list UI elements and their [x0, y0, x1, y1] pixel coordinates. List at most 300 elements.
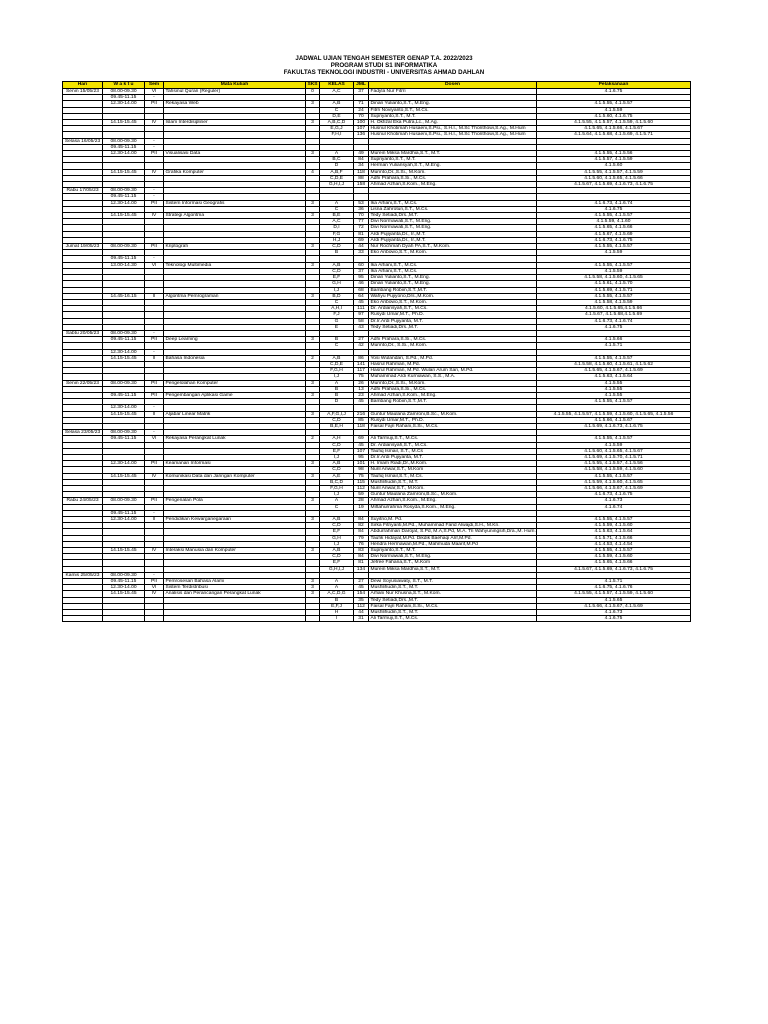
- kelas-cell: C: [320, 299, 354, 305]
- waktu-cell: 14.15-15.45: [103, 548, 145, 554]
- jml-cell: 81: [354, 231, 369, 237]
- pelaksanaan-cell: 4.1.6.73, 4.1.6.74: [537, 200, 691, 206]
- jml-cell: 69: [354, 237, 369, 243]
- header-sem: Sem: [145, 82, 164, 89]
- dosen-cell: Guntur Maulana Zamroni,B.Sc., M.Kom.: [369, 411, 537, 417]
- pelaksanaan-cell: 4.1.6.73: [537, 498, 691, 504]
- kelas-cell: A,B: [320, 548, 354, 554]
- kelas-cell: A: [320, 498, 354, 504]
- jml-cell: 83: [354, 548, 369, 554]
- pelaksanaan-cell: 4.1.6.73: [537, 610, 691, 616]
- jml-cell: 95: [354, 275, 369, 281]
- jml-cell: 136: [354, 132, 369, 138]
- waktu-cell: 08.00-09.30: [103, 89, 145, 95]
- jml-cell: 216: [354, 411, 369, 417]
- pelaksanaan-cell: 4.1.5.63, 4.1.5.64: [537, 374, 691, 380]
- jml-cell: 24: [354, 107, 369, 113]
- kelas-cell: A: [320, 380, 354, 386]
- dosen-cell: Mushlihudin,S.T., M.T.: [369, 479, 537, 485]
- dosen-cell: Taufiq Ismail, S.T., M.Cs: [369, 448, 537, 454]
- table-row: [63, 244, 691, 250]
- pelaksanaan-cell: 4.1.5.55, 4.1.5.57: [537, 213, 691, 219]
- sks-cell: [306, 616, 320, 622]
- kelas-cell: C: [320, 343, 354, 349]
- dosen-cell: Mushlihudin,S.T., M.T.: [369, 585, 537, 591]
- jml-cell: 37: [354, 89, 369, 95]
- jml-cell: 44: [354, 244, 369, 250]
- kelas-cell: E,F: [320, 448, 354, 454]
- sem-cell: PII: [145, 101, 164, 107]
- pelaksanaan-cell: 4.1.5.55: [537, 392, 691, 398]
- waktu-cell: 08.00-09.30: [103, 498, 145, 504]
- pelaksanaan-cell: 4.1.5.69, 4.1.6.73, 4.1.6.75: [537, 423, 691, 429]
- title-line-3: FAKULTAS TEKNOLOGI INDUSTRI - UNIVERSITAS AHMAD DAHLAN: [283, 69, 485, 77]
- pelaksanaan-cell: 4.1.6.73, 4.1.6.75: [537, 237, 691, 243]
- kelas-cell: C: [320, 504, 354, 510]
- pelaksanaan-cell: 4.1.5.59: [537, 268, 691, 274]
- sks-cell: 3: [306, 200, 320, 206]
- dosen-cell: Faisal Fajri Rahani,S.Si., M.Cs.: [369, 423, 537, 429]
- dosen-cell: Nur Rochmah Dyah PA,S.T., M.Kom.: [369, 244, 537, 250]
- sem-cell: PII: [145, 461, 164, 467]
- jml-cell: 75: [354, 374, 369, 380]
- sem-cell: IV: [145, 591, 164, 597]
- pelaksanaan-cell: 4.1.5.60, 4.1.5.65, 4.1.5.67: [537, 448, 691, 454]
- kelas-cell: C,D: [320, 244, 354, 250]
- pelaksanaan-cell: 4.1.5.60: [537, 163, 691, 169]
- kelas-cell: F,G: [320, 231, 354, 237]
- jml-cell: 68: [354, 287, 369, 293]
- dosen-cell: Hasrul Rahman, M.Pd.: [369, 361, 537, 367]
- kelas-cell: A,H,I: [320, 306, 354, 312]
- pelaksanaan-cell: 4.1.5.55, 4.1.5.57: [537, 101, 691, 107]
- pelaksanaan-cell: 4.1.6.75: [537, 616, 691, 622]
- pelaksanaan-cell: 4.1.5.58, 4.1.5.60, 4.1.5.61, 4.1.5.62: [537, 361, 691, 367]
- pelaksanaan-cell: 4.1.5.55, 4.1.5.57: [537, 355, 691, 361]
- waktu-cell: 14.15-15.45: [103, 473, 145, 479]
- waktu-cell: 12.30-14.00: [103, 405, 145, 411]
- jml-cell: 141: [354, 361, 369, 367]
- sks-cell: 3: [306, 411, 320, 417]
- header-dosen: Dosen: [369, 82, 537, 89]
- mata-kuliah-cell: Aljabar Linear Matrik: [164, 411, 306, 417]
- kelas-cell: G,H: [320, 281, 354, 287]
- kelas-cell: A,B,C,D: [320, 120, 354, 126]
- dosen-cell: Dr. Ardiansyah,S.T., M.Cs.: [369, 306, 537, 312]
- kelas-cell: I,J: [320, 374, 354, 380]
- dosen-cell: Herman Yuliansyah,S.T., M.Eng.: [369, 163, 537, 169]
- sem-cell: VI: [145, 262, 164, 268]
- sks-cell: 3: [306, 337, 320, 343]
- kelas-cell: B: [320, 250, 354, 256]
- sem-cell: II: [145, 293, 164, 299]
- kelas-cell: G,H,I,J: [320, 182, 354, 188]
- pelaksanaan-cell: 4.1.5.59, 4.1.5.60, 4.1.5.65: [537, 479, 691, 485]
- kelas-cell: F,G,H: [320, 368, 354, 374]
- pelaksanaan-cell: 4.1.5.71, 4.1.5.66: [537, 535, 691, 541]
- dosen-cell: Adhi Prahara,S.Si., M.Cs.: [369, 175, 537, 181]
- sem-cell: IV: [145, 473, 164, 479]
- sks-cell: 3: [306, 517, 320, 523]
- sem-cell: -: [145, 138, 164, 144]
- jml-cell: 28: [354, 498, 369, 504]
- dosen-cell: Ika Arfiani,S.T., M.Cs.: [369, 268, 537, 274]
- pelaksanaan-cell: 4.1.5.55: [537, 386, 691, 392]
- waktu-cell: 08.00-09.30: [103, 330, 145, 336]
- dosen-cell: Husnul Khotimah Husaeni,S.Psi., S.H.I., M.Sc Thonthowi,S.Ag., M.Hum: [369, 126, 537, 132]
- dosen-cell: Ahmad Azhari,S.Kom., M.Eng.: [369, 498, 537, 504]
- waktu-cell: 09.45-11.15: [103, 144, 145, 150]
- table-row: [63, 101, 691, 107]
- pelaksanaan-cell: 4.1.5.63, 4.1.5.64: [537, 529, 691, 535]
- sem-cell: -: [145, 572, 164, 578]
- kelas-cell: I,J: [320, 287, 354, 293]
- dosen-cell: Eko Aribowo,S.T., M.Kom.: [369, 299, 537, 305]
- jml-cell: 64: [354, 293, 369, 299]
- sks-cell: 3: [306, 262, 320, 268]
- waktu-cell: 12.30-14.00: [103, 101, 145, 107]
- hari-cell: Selasa 16/05/23: [63, 138, 103, 144]
- dosen-cell: Dwi Normawati,S.T., M.Eng.: [369, 225, 537, 231]
- mata-kuliah-cell: Sistem Terdistribusi: [164, 585, 306, 591]
- sks-cell: 3: [306, 101, 320, 107]
- waktu-cell: 14.45-16.15: [103, 293, 145, 299]
- kelas-cell: I,J: [320, 454, 354, 460]
- kelas-cell: D,I: [320, 225, 354, 231]
- pelaksanaan-cell: 4.1.5.59, 4.1.5.60: [537, 554, 691, 560]
- jml-cell: 84: [354, 554, 369, 560]
- dosen-cell: Ali Tarmuji,S.T., M.Cs.: [369, 616, 537, 622]
- kelas-cell: D,E: [320, 113, 354, 119]
- jml-cell: 70: [354, 213, 369, 219]
- header-sks: SKS: [307, 82, 318, 88]
- sem-cell: PII: [145, 380, 164, 386]
- pelaksanaan-cell: 4.1.5.65, 4.1.5.66: [537, 225, 691, 231]
- pelaksanaan-cell: 4.1.5.71: [537, 579, 691, 585]
- jml-cell: 158: [354, 182, 369, 188]
- header-jml: JML: [354, 82, 369, 89]
- pelaksanaan-cell: 4.1.5.55, 4.1.5.56: [537, 151, 691, 157]
- dosen-cell: H. Imam Riadi,Dr.,M.Kom.: [369, 461, 537, 467]
- sem-cell: VI: [145, 89, 164, 95]
- jml-cell: 23: [354, 392, 369, 398]
- pelaksanaan-cell: 4.1.5.55, 4.1.5.57, 4.1.5.59, 4.1.5.60, 4.1.5.65, 4.1.5.56: [537, 411, 691, 417]
- kelas-cell: G,H,I,J: [320, 566, 354, 572]
- waktu-cell: 12.30-14.00: [103, 200, 145, 206]
- sem-cell: IV: [145, 548, 164, 554]
- table-header-row: [63, 82, 691, 89]
- jml-cell: 44: [354, 610, 369, 616]
- kelas-cell: A,F,G,I,J: [320, 411, 354, 417]
- sem-cell: -: [145, 194, 164, 200]
- dosen-cell: Bambang Robiin,S.T.,M.T.: [369, 399, 537, 405]
- dosen-cell: Murein Miksa Mardhia,S.T., M.T.: [369, 566, 537, 572]
- kelas-cell: C,D,E: [320, 175, 354, 181]
- pelaksanaan-cell: 4.1.5.60, 4.1.6.75: [537, 113, 691, 119]
- sem-cell: IV: [145, 213, 164, 219]
- dosen-cell: Nuril Anwar,S.T., M.Kom: [369, 467, 537, 473]
- kelas-cell: E,F: [320, 560, 354, 566]
- pelaksanaan-cell: 4.1.5.55, 4.1.5.57: [537, 399, 691, 405]
- sem-cell: -: [145, 95, 164, 101]
- jml-cell: 34: [354, 163, 369, 169]
- mata-kuliah-cell: Komunikasi Data dan Jaringan Komputer: [164, 473, 306, 479]
- jml-cell: 13: [354, 386, 369, 392]
- jml-cell: 71: [354, 101, 369, 107]
- dosen-cell: Tedy Setiadi,Drs.,M.T.: [369, 597, 537, 603]
- kelas-cell: A,B: [320, 355, 354, 361]
- jml-cell: 85: [354, 417, 369, 423]
- pelaksanaan-cell: 4.1.6.75: [537, 206, 691, 212]
- sks-cell: 3: [306, 579, 320, 585]
- sem-cell: PII: [145, 151, 164, 157]
- kelas-cell: A,B: [320, 461, 354, 467]
- hari-cell: [63, 616, 103, 622]
- sem-cell: [145, 616, 164, 622]
- table-row: [63, 616, 691, 622]
- dosen-cell: Supriyanto,S.T., M.T.: [369, 548, 537, 554]
- pelaksanaan-cell: 4.1.5.71: [537, 343, 691, 349]
- waktu-cell: 13.00-14.30: [103, 262, 145, 268]
- pelaksanaan-cell: 4.1.6.75: [537, 324, 691, 330]
- pelaksanaan-cell: 4.1.5.66, 4.1.5.67: [537, 417, 691, 423]
- kelas-cell: I: [320, 616, 354, 622]
- jml-cell: 49: [354, 151, 369, 157]
- kelas-cell: E,G,J: [320, 126, 354, 132]
- sks-cell: 3: [306, 244, 320, 250]
- waktu-cell: 09.45-11.15: [103, 337, 145, 343]
- dosen-cell: Murinto,Dr.,S.Si., M.Kom.: [369, 380, 537, 386]
- kelas-cell: C,D: [320, 467, 354, 473]
- sks-cell: 3: [306, 498, 320, 504]
- jml-cell: 59: [354, 492, 369, 498]
- pelaksanaan-cell: 4.1.5.60, 4.1.5.65, 4.1.5.66: [537, 175, 691, 181]
- dosen-cell: Ardi Pujiyanta,Dr., Ir.,M.T.: [369, 237, 537, 243]
- sks-cell: 3: [306, 380, 320, 386]
- jml-cell: 42: [354, 343, 369, 349]
- jml-cell: 101: [354, 461, 369, 467]
- hari-cell: Senin 22/05/23: [63, 380, 103, 386]
- jml-cell: 95: [354, 454, 369, 460]
- dosen-cell: Muhammad Ardi Kurniawan, S.S., M.A.: [369, 374, 537, 380]
- kelas-cell: C,D: [320, 268, 354, 274]
- mata-kuliah-cell: Bahasa Indonesia: [164, 355, 306, 361]
- sem-cell: -: [145, 144, 164, 150]
- dosen-cell: Rusydi Umar,M.T., Ph.D.: [369, 417, 537, 423]
- sem-cell: PII: [145, 244, 164, 250]
- mata-kuliah-cell: Islam Interdisipliner: [164, 120, 306, 126]
- sks-cell: 3: [306, 151, 320, 157]
- mata-kuliah-cell: Analisis dan Perancangan Perangkat Lunak: [164, 591, 306, 597]
- pelaksanaan-cell: 4.1.5.65, 4.1.5.66, 4.1.5.67: [537, 126, 691, 132]
- dosen-cell: Hendra Hermawan,M.Pd., Mahmuda Maarif,M.Pd: [369, 541, 537, 547]
- sks-cell: 3: [306, 591, 320, 597]
- dosen-cell: Wahyu Pujiyono,Drs.,M.Kom.: [369, 293, 537, 299]
- jml-cell: 86: [354, 355, 369, 361]
- jml-cell: 111: [354, 306, 369, 312]
- jml-cell: 75: [354, 473, 369, 479]
- pelaksanaan-cell: 4.1.5.58, 4.1.5.60, 4.1.5.65: [537, 275, 691, 281]
- dosen-cell: Dwi Normawati,S.T., M.Eng.: [369, 554, 537, 560]
- kelas-cell: C,D: [320, 417, 354, 423]
- kelas-cell: E,F,J: [320, 603, 354, 609]
- waktu-cell: 14.15-15.45: [103, 411, 145, 417]
- header-kelas: KELAS: [320, 82, 354, 89]
- pelaksanaan-cell: 4.1.5.58, 4.1.5.59: [537, 299, 691, 305]
- hari-cell: Selasa 23/05/23: [63, 430, 103, 436]
- kelas-cell: A,C: [320, 89, 354, 95]
- kelas-cell: E,F: [320, 275, 354, 281]
- dosen-cell: Fitrri Noviyanto,S.T., M.Cs.: [369, 107, 537, 113]
- pelaksanaan-cell: 4.1.5.55, 4.1.5.57, 4.1.5.59: [537, 169, 691, 175]
- jml-cell: 33: [354, 250, 369, 256]
- kelas-cell: C,D: [320, 554, 354, 560]
- mata-kuliah-cell: Tahsinul Quran (Reguler): [164, 89, 306, 95]
- waktu-cell: 08.00-09.30: [103, 430, 145, 436]
- header-hari: Hari: [63, 82, 103, 89]
- kelas-cell: C,D,E: [320, 361, 354, 367]
- jml-cell: 112: [354, 486, 369, 492]
- dosen-cell: Ali Tarmuji,S.T., M.Cs.: [369, 436, 537, 442]
- kelas-cell: A: [320, 200, 354, 206]
- waktu-cell: 14.15-15.45: [103, 169, 145, 175]
- mata-kuliah-cell: Pemrosesan Bahasa Alami: [164, 579, 306, 585]
- pelaksanaan-cell: 4.1.5.67, 4.1.5.68,4.1.5.69: [537, 312, 691, 318]
- kelas-cell: D: [320, 399, 354, 405]
- pelaksanaan-cell: 4.1.5.60, 4.1.5.65,4.1.5.66: [537, 306, 691, 312]
- sem-cell: PII: [145, 200, 164, 206]
- sem-cell: PII: [145, 579, 164, 585]
- mata-kuliah-cell: Strategi Algoritma: [164, 213, 306, 219]
- kelas-cell: B: [320, 337, 354, 343]
- kelas-cell: C: [320, 206, 354, 212]
- sks-cell: 3: [306, 293, 320, 299]
- sem-cell: PII: [145, 392, 164, 398]
- dosen-cell: Ahmad Azhari,S.Kom., M.Eng.: [369, 392, 537, 398]
- dosen-cell: Eko Aribowo,S.T., M.Kom.: [369, 250, 537, 256]
- sem-cell: -: [145, 188, 164, 194]
- pelaksanaan-cell: 4.1.5.59, 4.1.5.60: [537, 523, 691, 529]
- pelaksanaan-cell: 4.1.5.59: [537, 250, 691, 256]
- kelas-cell: C: [320, 107, 354, 113]
- kelas-cell: A,B: [320, 517, 354, 523]
- waktu-cell: 08.00-09.30: [103, 572, 145, 578]
- jml-cell: 84: [354, 517, 369, 523]
- mata-kuliah-cell: Pengelolahan Komputer: [164, 380, 306, 386]
- dosen-cell: Sirka Fitriyanti,M.Pd., Muhammad Farid Alwajdi,S.H., M.Kn.: [369, 523, 537, 529]
- hari-cell: Jumat 19/05/23: [63, 244, 103, 250]
- waktu-cell: 09.45-11.15: [103, 256, 145, 262]
- kelas-cell: A: [320, 151, 354, 157]
- dosen-cell: Adhi Prahara,S.Si., M.Cs.: [369, 337, 537, 343]
- dosen-cell: Rusydi Umar,M.T., Ph.D.: [369, 312, 537, 318]
- header-mata-kuliah: Mata Kuliah: [164, 82, 306, 89]
- document-title: [0, 55, 768, 77]
- mata-kuliah-cell: Visualisasi Data: [164, 151, 306, 157]
- pelaksanaan-cell: 4.1.5.59: [537, 107, 691, 113]
- waktu-cell: 08.00-09.30: [103, 188, 145, 194]
- dosen-cell: Dinan Yulianto,S.T., M.Eng.: [369, 101, 537, 107]
- jml-cell: 84: [354, 157, 369, 163]
- dosen-cell: Ika Arfiani,S.T., M.Cs.: [369, 262, 537, 268]
- sks-cell: 3: [306, 548, 320, 554]
- jml-cell: 19: [354, 504, 369, 510]
- pelaksanaan-cell: 4.1.5.55, 4.1.5.57: [537, 262, 691, 268]
- dosen-cell: Dr. Ardiansyah,S.T., M.Cs.: [369, 442, 537, 448]
- mata-kuliah-cell: Algoritma Pemrograman: [164, 293, 306, 299]
- kelas-cell: G,H: [320, 535, 354, 541]
- dosen-cell: Miftahurrahma Rosyda,S.Kom., M.Eng.: [369, 504, 537, 510]
- sem-cell: -: [145, 349, 164, 355]
- waktu-cell: 12.30-14.00: [103, 517, 145, 523]
- kelas-cell: B: [320, 386, 354, 392]
- hari-cell: Kamis 25/05/23: [63, 572, 103, 578]
- sks-cell: 2: [306, 355, 320, 361]
- dosen-cell: Adhi Prahara,S.Si., M.Cs.: [369, 386, 537, 392]
- dosen-cell: Taufiq Ismail,S.T., M.Cs.: [369, 473, 537, 479]
- kelas-cell: I,J: [320, 541, 354, 547]
- schedule-body: [63, 89, 691, 622]
- hari-cell: Rabu 24/05/23: [63, 498, 103, 504]
- jml-cell: 43: [354, 324, 369, 330]
- pelaksanaan-cell: 4.1.5.55, 4.1.5.57, 4.1.5.59, 4.1.5.60: [537, 120, 691, 126]
- dosen-cell: Dr.Ir.Ardi Pujiyanta, M.T.: [369, 318, 537, 324]
- kelas-cell: I,J: [320, 492, 354, 498]
- pelaksanaan-cell: 4.1.6.74: [537, 504, 691, 510]
- mata-kuliah-cell: [164, 616, 306, 622]
- sem-cell: PII: [145, 337, 164, 343]
- pelaksanaan-cell: 4.1.5.61, 4.1.5.70: [537, 281, 691, 287]
- dosen-cell: Dewi Soyusiawaty, S.T., M.T.: [369, 579, 537, 585]
- kelas-cell: B: [320, 597, 354, 603]
- jml-cell: 26: [354, 380, 369, 386]
- dosen-cell: Murein Miksa Mardhia,S.T., M.T.: [369, 151, 537, 157]
- sks-cell: 3: [306, 120, 320, 126]
- jml-cell: 76: [354, 541, 369, 547]
- jml-cell: 154: [354, 591, 369, 597]
- mata-kuliah-cell: Teknologi Multimedia: [164, 262, 306, 268]
- jml-cell: 79: [354, 535, 369, 541]
- jml-cell: 88: [354, 175, 369, 181]
- mata-kuliah-cell: Grafika Komputer: [164, 169, 306, 175]
- title-line-2: PROGRAM STUDI S1 INFORMATIKA: [330, 62, 438, 70]
- mata-kuliah-cell: Rekayasa Web: [164, 101, 306, 107]
- kelas-cell: A,C,D,G: [320, 591, 354, 597]
- waktu-cell: 08.00-09.30: [103, 138, 145, 144]
- dosen-cell: Supriyanto,S.T., M.T.: [369, 157, 537, 163]
- kelas-cell: B: [320, 392, 354, 398]
- mata-kuliah-cell: Rekayasa Perangkat Lunak: [164, 436, 306, 442]
- pelaksanaan-cell: 4.1.6.75, 4.1.6.76: [537, 585, 691, 591]
- pelaksanaan-cell: 4.1.5.55, 4.1.5.57: [537, 548, 691, 554]
- kelas-cell: F,J: [320, 312, 354, 318]
- dosen-cell: Ahmad Azhari,S.Kom., M.Eng.: [369, 182, 537, 188]
- waktu-cell: 14.15-15.45: [103, 213, 145, 219]
- sks-cell: 4: [306, 169, 320, 175]
- jml-cell: 77: [354, 219, 369, 225]
- pelaksanaan-cell: 4.1.5.55, 4.1.5.57: [537, 436, 691, 442]
- waktu-cell: 12.30-14.00: [103, 151, 145, 157]
- kelas-cell: A,H: [320, 436, 354, 442]
- pelaksanaan-cell: 4.1.5.65, 4.1.5.66: [537, 560, 691, 566]
- pelaksanaan-cell: 4.1.5.59: [537, 442, 691, 448]
- kelas-cell: G: [320, 318, 354, 324]
- table-row: [63, 200, 691, 206]
- dosen-cell: Tedy Setiadi,Drs.,M.T.: [369, 213, 537, 219]
- jml-cell: 45: [354, 442, 369, 448]
- jml-cell: 84: [354, 529, 369, 535]
- kelas-cell: A,B: [320, 262, 354, 268]
